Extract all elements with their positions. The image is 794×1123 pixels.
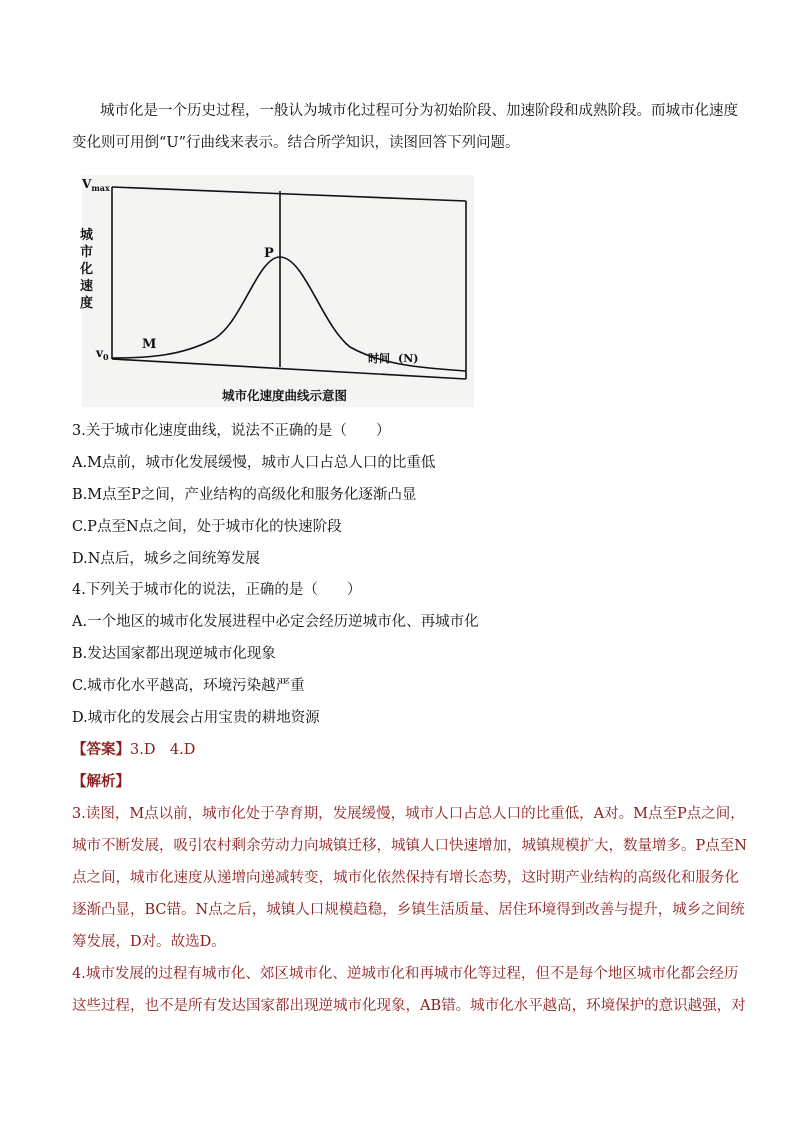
q4-stem: 4.下列关于城市化的说法，正确的是（ ） [72, 582, 362, 598]
q4-option-c: C.城市化水平越高，环境污染越严重 [72, 678, 305, 694]
analysis-line-1: 3.读图，M点以前，城市化处于孕育期，发展缓慢，城市人口占总人口的比重低，A对。M点至P点之间， [72, 806, 745, 822]
ylabel-char-2: 市 [80, 245, 94, 260]
analysis-line-7: 这些过程，也不是所有发达国家都出现逆城市化现象，AB错。城市化水平越高，环境保护的意识越强，对 [72, 998, 746, 1014]
ylabel-char-1: 城 [80, 228, 94, 243]
q3-option-d: D.N点后，城乡之间统筹发展 [72, 551, 260, 567]
vmax-label: $V_{max}$ [82, 177, 110, 193]
analysis-line-3: 点之间，城市化速度从递增向递减转变，城市化依然保持有增长态势，这时期产业结构的高级化和服务化 [72, 870, 739, 886]
v0-label: $v_0$ [96, 346, 109, 362]
q3-option-a: A.M点前，城市化发展缓慢，城市人口占总人口的比重低 [72, 455, 436, 471]
q4-option-b: B.发达国家都出现逆城市化现象 [72, 646, 276, 662]
q4-option-d: D.城市化的发展会占用宝贵的耕地资源 [72, 710, 320, 726]
intro-line-1: 城市化是一个历史过程，一般认为城市化过程可分为初始阶段、加速阶段和成熟阶段。而城市化速度 [100, 103, 738, 119]
intro-line-2: 变化则可用倒“U”行曲线来表示。结合所学知识，读图回答下列问题。 [72, 135, 520, 151]
point-m-label: M [142, 337, 157, 352]
answer-text: 3.D 4.D [130, 742, 196, 758]
point-n-label: (N) [398, 352, 419, 365]
ylabel-char-3: 化 [80, 262, 94, 277]
ylabel-char-4: 速 [80, 279, 94, 294]
q3-stem: 3.关于城市化速度曲线，说法不正确的是（ ） [72, 423, 391, 439]
answer-line [72, 740, 195, 760]
analysis-line-5: 筹发展，D对。故选D。 [72, 934, 226, 950]
analysis-line-6: 4.城市发展的过程有城市化、郊区城市化、逆城市化和再城市化等过程，但不是每个地区城市化都会经历 [72, 966, 739, 982]
time-label: 时间 [368, 352, 390, 365]
figure-caption: 城市化速度曲线示意图 [222, 388, 348, 403]
analysis-line-2: 城市不断发展，吸引农村剩余劳动力向城镇迁移，城镇人口快速增加，城镇规模扩大，数量增多。P点至N [72, 838, 747, 854]
ylabel-char-5: 度 [80, 296, 94, 311]
q4-option-a: A.一个地区的城市化发展进程中必定会经历逆城市化、再城市化 [72, 614, 479, 630]
answer-label: 【答案】 [72, 741, 130, 758]
q3-option-c: C.P点至N点之间，处于城市化的快速阶段 [72, 519, 342, 535]
point-p-label: P [264, 246, 274, 261]
urbanization-speed-figure [82, 175, 474, 407]
q3-option-b: B.M点至P之间，产业结构的高级化和服务化逐渐凸显 [72, 487, 417, 503]
analysis-label: 【解析】 [72, 773, 130, 790]
analysis-line-4: 逐渐凸显，BC错。N点之后，城镇人口规模趋稳，乡镇生活质量、居住环境得到改善与提升，城乡之间统 [72, 902, 745, 918]
figure-background [82, 175, 474, 407]
